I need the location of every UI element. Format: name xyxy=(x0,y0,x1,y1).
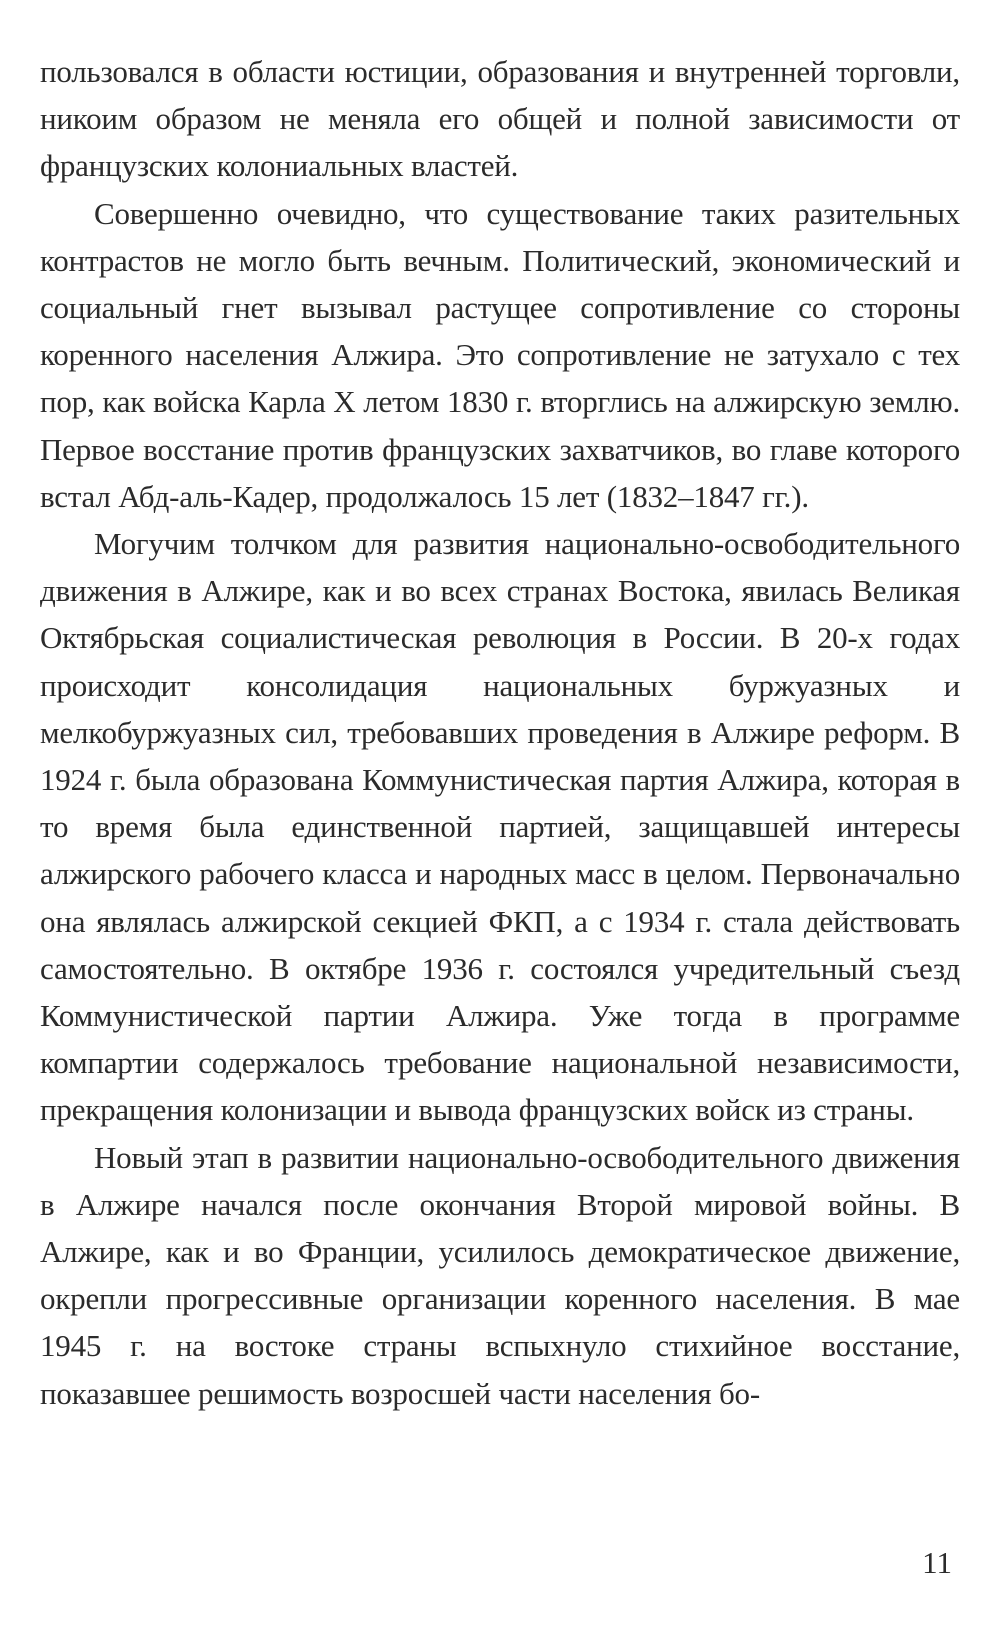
paragraph-contrasts: Совершенно очевидно, что существование таких разительных контрастов не могло быть вечным. Политический, экономический и социальный гнет вызывал растущее сопротивление со стороны коренного населения Алжира. Это сопротивление не затухало с тех пор, как войска Карла X летом 1830 г. вторглись на алжирскую землю. Первое восстание против французских захватчиков, во главе которого встал Абд-аль-Кадер, продолжалось 15 лет (1832–1847 гг.). xyxy=(40,195,960,514)
paragraph-new-stage: Новый этап в развитии национально-освободительного движения в Алжире начался после окончания Второй мировой войны. В Алжире, как и во Франции, усилилось демократическое движение, окрепли прогрессивные организации коренного населения. В мае 1945 г. на востоке страны вспыхнуло стихийное восстание, показавшее решимость возросшей части населения бо- xyxy=(40,1139,960,1411)
body-text xyxy=(40,48,960,1417)
page-number: 11 xyxy=(922,1545,952,1580)
paragraph-revolution: Могучим толчком для развития национально-освободительного движения в Алжире, как и во всех странах Востока, явилась Великая Октябрьская социалистическая революция в России. В 20-х годах происходит консолидация национальных буржуазных и мелкобуржуазных сил, требовавших проведения в Алжире реформ. В 1924 г. была образована Коммунистическая партия Алжира, которая в то время была единственной партией, защищавшей интересы алжирского рабочего класса и народных масс в целом. Первоначально она являлась алжирской секцией ФКП, а с 1934 г. стала действовать самостоятельно. В октябре 1936 г. состоялся учредительный съезд Коммунистической партии Алжира. Уже тогда в программе компартии содержалось требование национальной независимости, прекращения колонизации и вывода французских войск из страны. xyxy=(40,526,960,1128)
book-page xyxy=(40,48,960,1638)
paragraph-continuation: пользовался в области юстиции, образования и внутренней торговли, никоим образом не меняла его общей и полной зависимости от французских колониальных властей. xyxy=(40,54,960,184)
